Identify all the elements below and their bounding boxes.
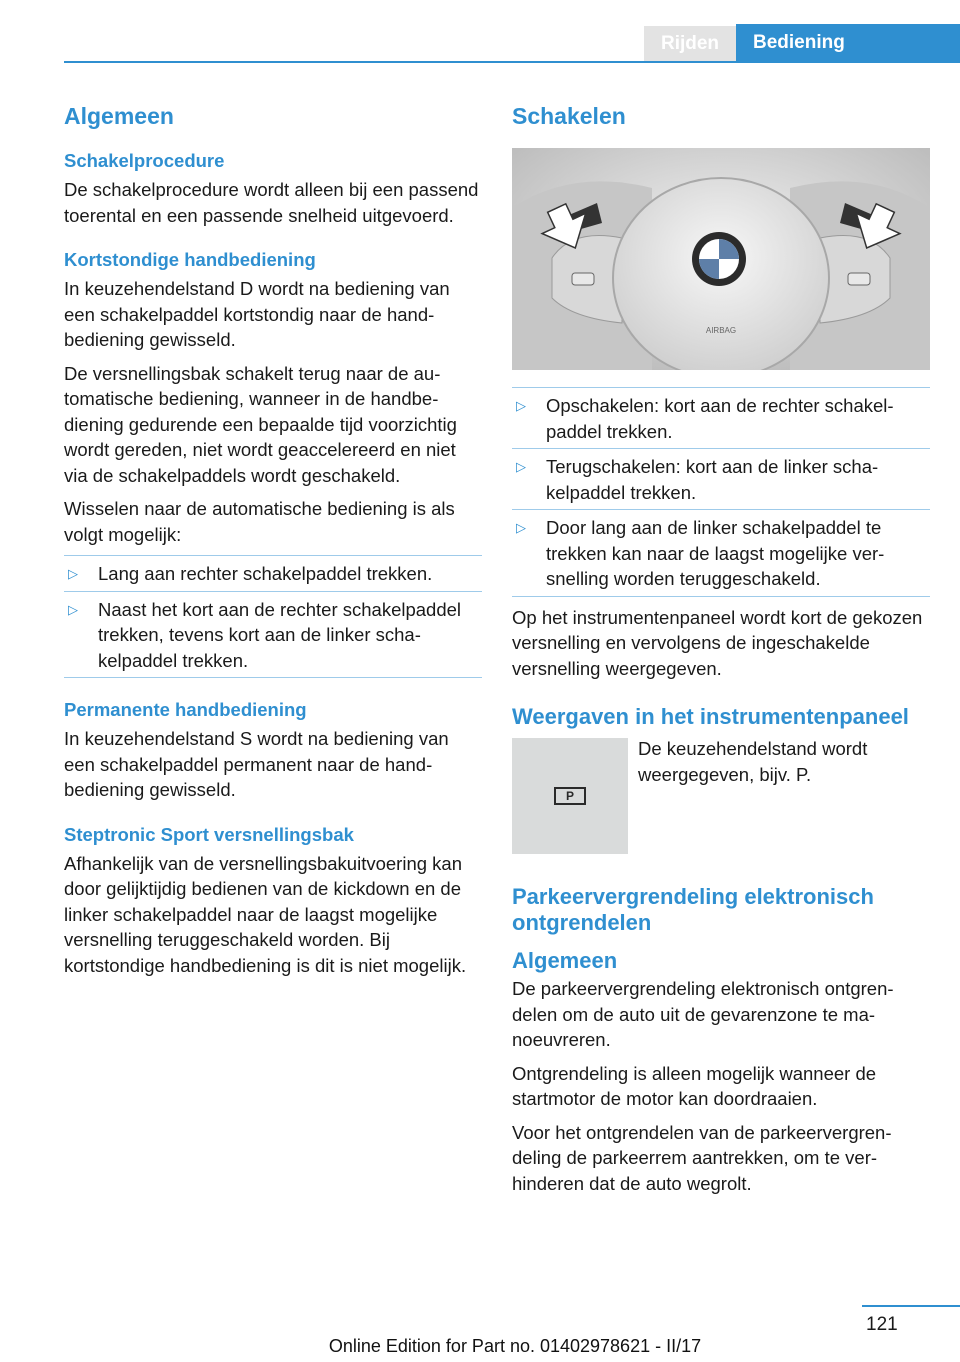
paragraph: De versnellingsbak schakelt terug naar de automatische bediening, wanneer in de handbediening gedurende een bepaalde tijd voorzichtig wordt gereden, niet wordt geaccelereerd en niet via de schakelpaddels wordt geschakeld. bbox=[64, 362, 457, 486]
list-item-text: Naast het kort aan de rechter schakelpaddel trekken, tevens kort aan de linker schakelpaddel trekken. bbox=[98, 598, 462, 671]
paragraph: In keuzehendelstand D wordt na bediening van een schakelpaddel kortstondig naar de handbediening gewisseld. bbox=[64, 278, 450, 350]
paragraph: Wisselen naar de automatische bediening is als volgt mogelijk: bbox=[64, 498, 455, 545]
instrument-display-image bbox=[512, 738, 628, 854]
list-item bbox=[512, 449, 930, 510]
list-item bbox=[512, 387, 930, 449]
heading-permanente: Permanente handbediening bbox=[64, 699, 307, 720]
heading-parkeervergrendeling: Parkeervergrendeling elektronisch ontgrendelen bbox=[512, 884, 874, 935]
paragraph: De schakelprocedure wordt alleen bij een passend toerental en een passende snelheid uitgevoerd. bbox=[64, 179, 479, 226]
triangle-bullet-icon: ▷ bbox=[68, 601, 78, 617]
header-rule bbox=[64, 61, 960, 63]
airbag-label: AIRBAG bbox=[705, 326, 737, 335]
bullet-list bbox=[512, 387, 930, 597]
triangle-bullet-icon: ▷ bbox=[516, 459, 526, 474]
list-item-text: Lang aan rechter schakelpaddel trekken. bbox=[98, 563, 433, 584]
paragraph: De keuzehendelstand wordt weergegeven, bijv. P. bbox=[638, 738, 868, 785]
section-schakelprocedure bbox=[64, 148, 482, 228]
heading-steptronic: Steptronic Sport versnellingsbak bbox=[64, 823, 354, 845]
triangle-bullet-icon: ▷ bbox=[516, 520, 526, 535]
paragraph: Op het instrumentenpaneel wordt kort de gekozen versnelling en vervolgens de ingeschakelde versnelling weergegeven. bbox=[512, 606, 923, 679]
list-item-text: Terugschakelen: kort aan de linker schakelpaddel trekken. bbox=[546, 456, 879, 503]
heading-schakelprocedure: Schakelprocedure bbox=[64, 150, 225, 171]
heading-weergaven: Weergaven in het instrumentenpaneel bbox=[512, 704, 909, 729]
section-permanente bbox=[64, 697, 482, 803]
tab-rijden[interactable]: Rijden bbox=[644, 26, 736, 62]
bullet-list bbox=[64, 555, 482, 678]
gear-indicator: P bbox=[554, 787, 586, 805]
display-row bbox=[512, 738, 930, 854]
paragraph: De parkeervergrendeling elektronisch ontgrendelen om de auto uit de gevarenzone te manoeuvreren. bbox=[512, 978, 894, 1050]
list-item-text: Door lang aan de linker schakelpaddel te trekken kan naar de laagst mogelijke versnelling worden teruggeschakeld. bbox=[546, 517, 885, 589]
triangle-bullet-icon: ▷ bbox=[68, 566, 78, 581]
left-column bbox=[64, 98, 482, 997]
list-item-text: Opschakelen: kort aan de rechter schakelpaddel trekken. bbox=[546, 395, 894, 442]
list-item bbox=[64, 592, 482, 679]
list-item bbox=[64, 555, 482, 592]
section-title-algemeen: Algemeen bbox=[64, 103, 174, 129]
section-kortstondige bbox=[64, 247, 482, 678]
footer-rule bbox=[862, 1305, 960, 1307]
paragraph: Voor het ontgrendelen van de parkeervergrendeling de parkeerrem aantrekken, om te verhinderen dat de auto wegrolt. bbox=[512, 1121, 892, 1194]
edition-note: Online Edition for Part no. 01402978621 - II/17 bbox=[328, 1336, 702, 1356]
section-title-schakelen: Schakelen bbox=[512, 103, 626, 129]
tab-bediening[interactable]: Bediening bbox=[736, 24, 960, 62]
right-column bbox=[512, 98, 930, 1204]
list-item bbox=[512, 510, 930, 597]
section-steptronic bbox=[64, 822, 482, 979]
steering-wheel-image bbox=[512, 148, 930, 370]
heading-kortstondige: Kortstondige handbediening bbox=[64, 249, 316, 270]
triangle-bullet-icon: ▷ bbox=[516, 398, 526, 413]
heading-algemeen: Algemeen bbox=[512, 948, 618, 973]
paragraph: Afhankelijk van de versnellingsbakuitvoering kan door gelijktijdig bedienen van de kickdown en de linker schakelpaddel naar de laagst mogelijke versnelling teruggeschakeld worden. Bij kortstondige handbediening is dit is niet mogelijk. bbox=[64, 852, 467, 976]
paragraph: Ontgrendeling is alleen mogelijk wanneer de startmotor de motor kan doordraaien. bbox=[512, 1062, 877, 1109]
paragraph: In keuzehendelstand S wordt na bediening van een schakelpaddel permanent naar de handbediening gewisseld. bbox=[64, 728, 449, 800]
page-number: 121 bbox=[866, 1314, 898, 1335]
